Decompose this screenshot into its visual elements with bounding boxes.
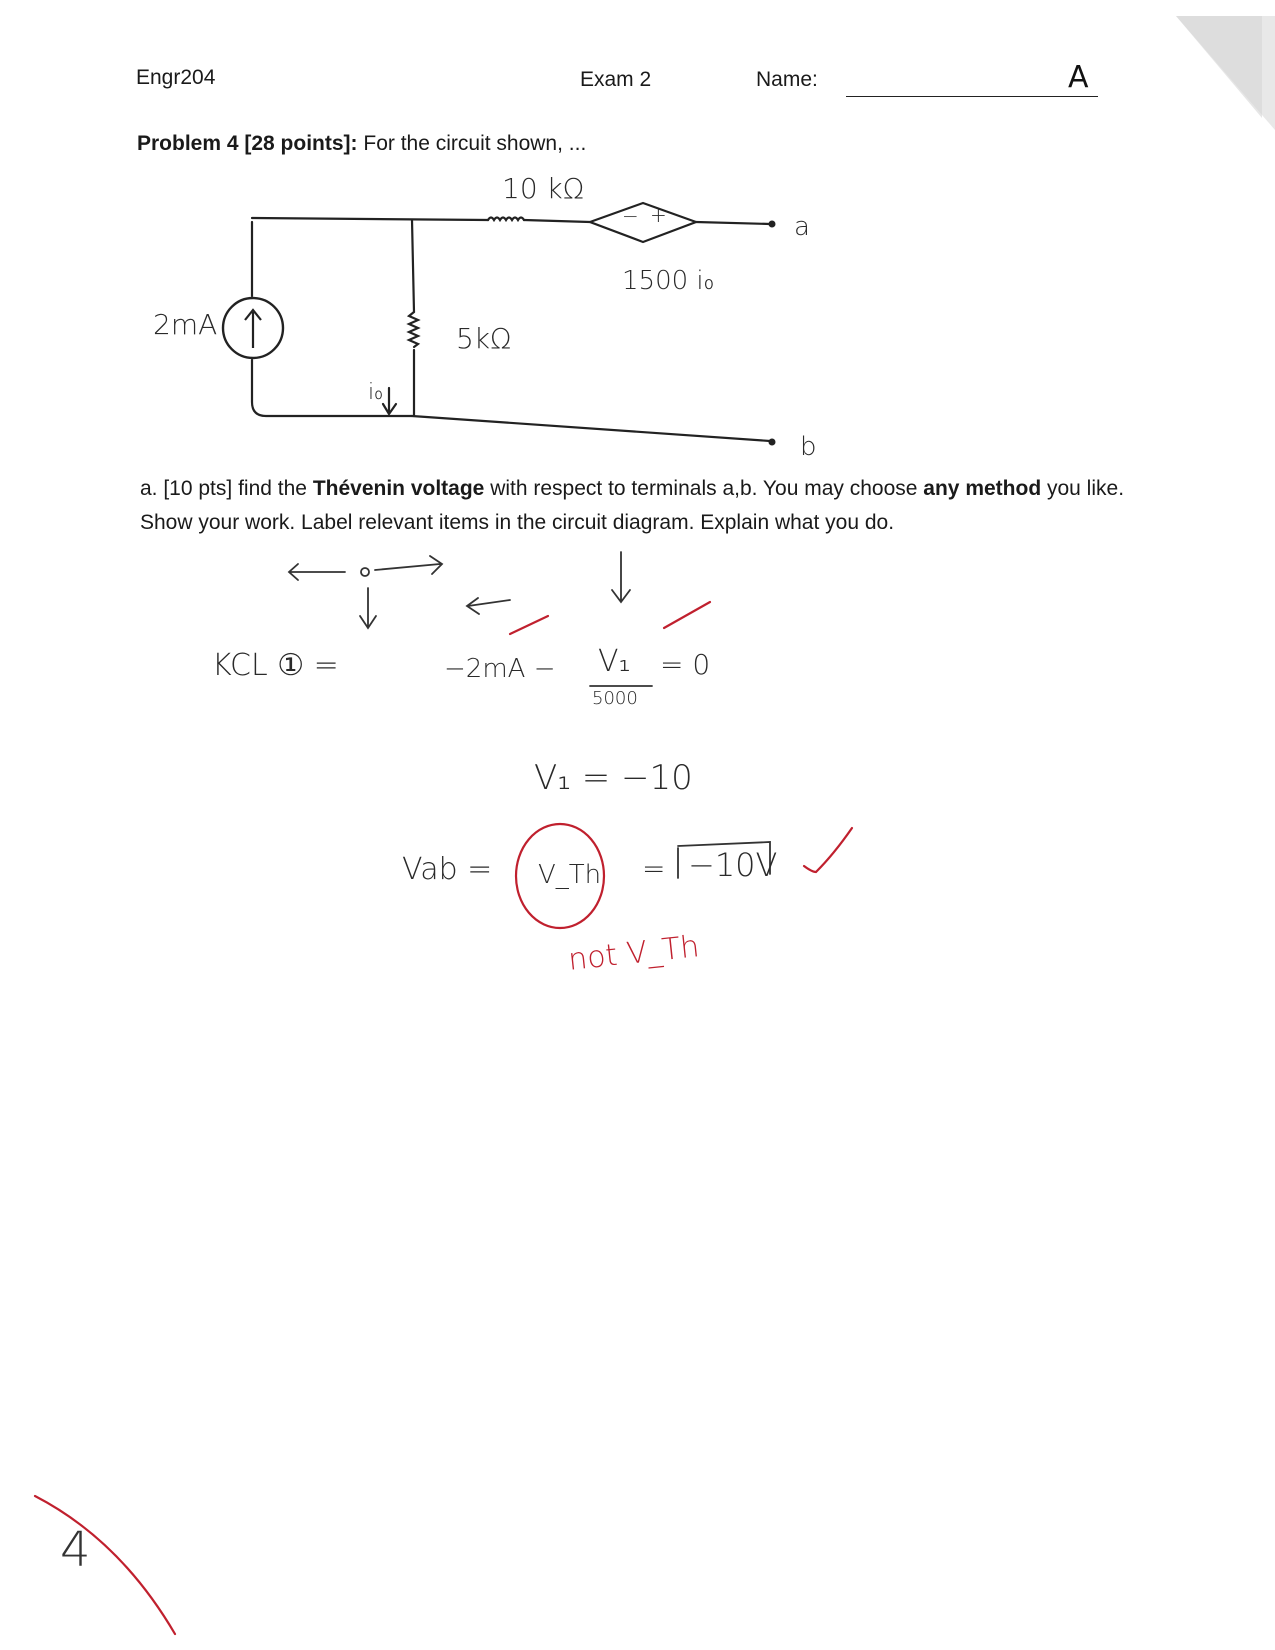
score: 4: [60, 1522, 91, 1578]
resistor-5k-label: 5kΩ: [456, 322, 512, 355]
part-a-text-3: you like. Show your work. Label relevant items in the circuit diagram. Explain what you do.: [140, 477, 1125, 534]
part-a-text-1: find the: [238, 477, 307, 500]
v1-result: V₁ = −10: [534, 758, 693, 798]
exam-title: Exam 2: [580, 68, 652, 91]
current-i0-label: i₀: [368, 380, 383, 405]
name-label: Name:: [756, 68, 818, 91]
part-a-bold-1: Thévenin voltage: [312, 477, 485, 500]
vth-label: V_Th: [538, 860, 602, 890]
vab-label: Vab =: [402, 852, 493, 887]
part-a-bold-2: any: [923, 477, 960, 500]
kcl-equation-label: KCL ① =: [212, 648, 339, 683]
part-a-bold-3: method: [965, 477, 1042, 500]
dependent-source-label: 1500 i₀: [622, 266, 715, 296]
kcl-equation-right: = 0: [660, 648, 711, 681]
fraction-numerator: V₁: [598, 644, 631, 679]
resistor-10k-label: 10 kΩ: [502, 172, 585, 205]
answer-value: −10V: [688, 846, 778, 884]
part-a-label: a. [10 pts]: [140, 477, 233, 500]
dep-minus: −: [622, 204, 639, 228]
version-letter: A: [1068, 60, 1089, 95]
grader-correction: not V_Th: [566, 929, 702, 978]
terminal-a-label: a: [794, 212, 810, 242]
problem-label: Problem 4 [28 points]:: [137, 132, 358, 155]
part-a-text-2: with respect to terminals a,b. You may choose: [490, 477, 918, 500]
problem-text: For the circuit shown, ...: [363, 132, 587, 155]
terminal-b-label: b: [800, 432, 817, 462]
fraction-denominator: 5000: [592, 688, 638, 709]
dep-plus: +: [650, 203, 667, 227]
current-source-label: 2mA: [153, 308, 218, 341]
course-code: Engr204: [136, 66, 216, 89]
equals-sign: =: [642, 852, 666, 885]
kcl-equation-left: −2mA −: [444, 654, 556, 684]
